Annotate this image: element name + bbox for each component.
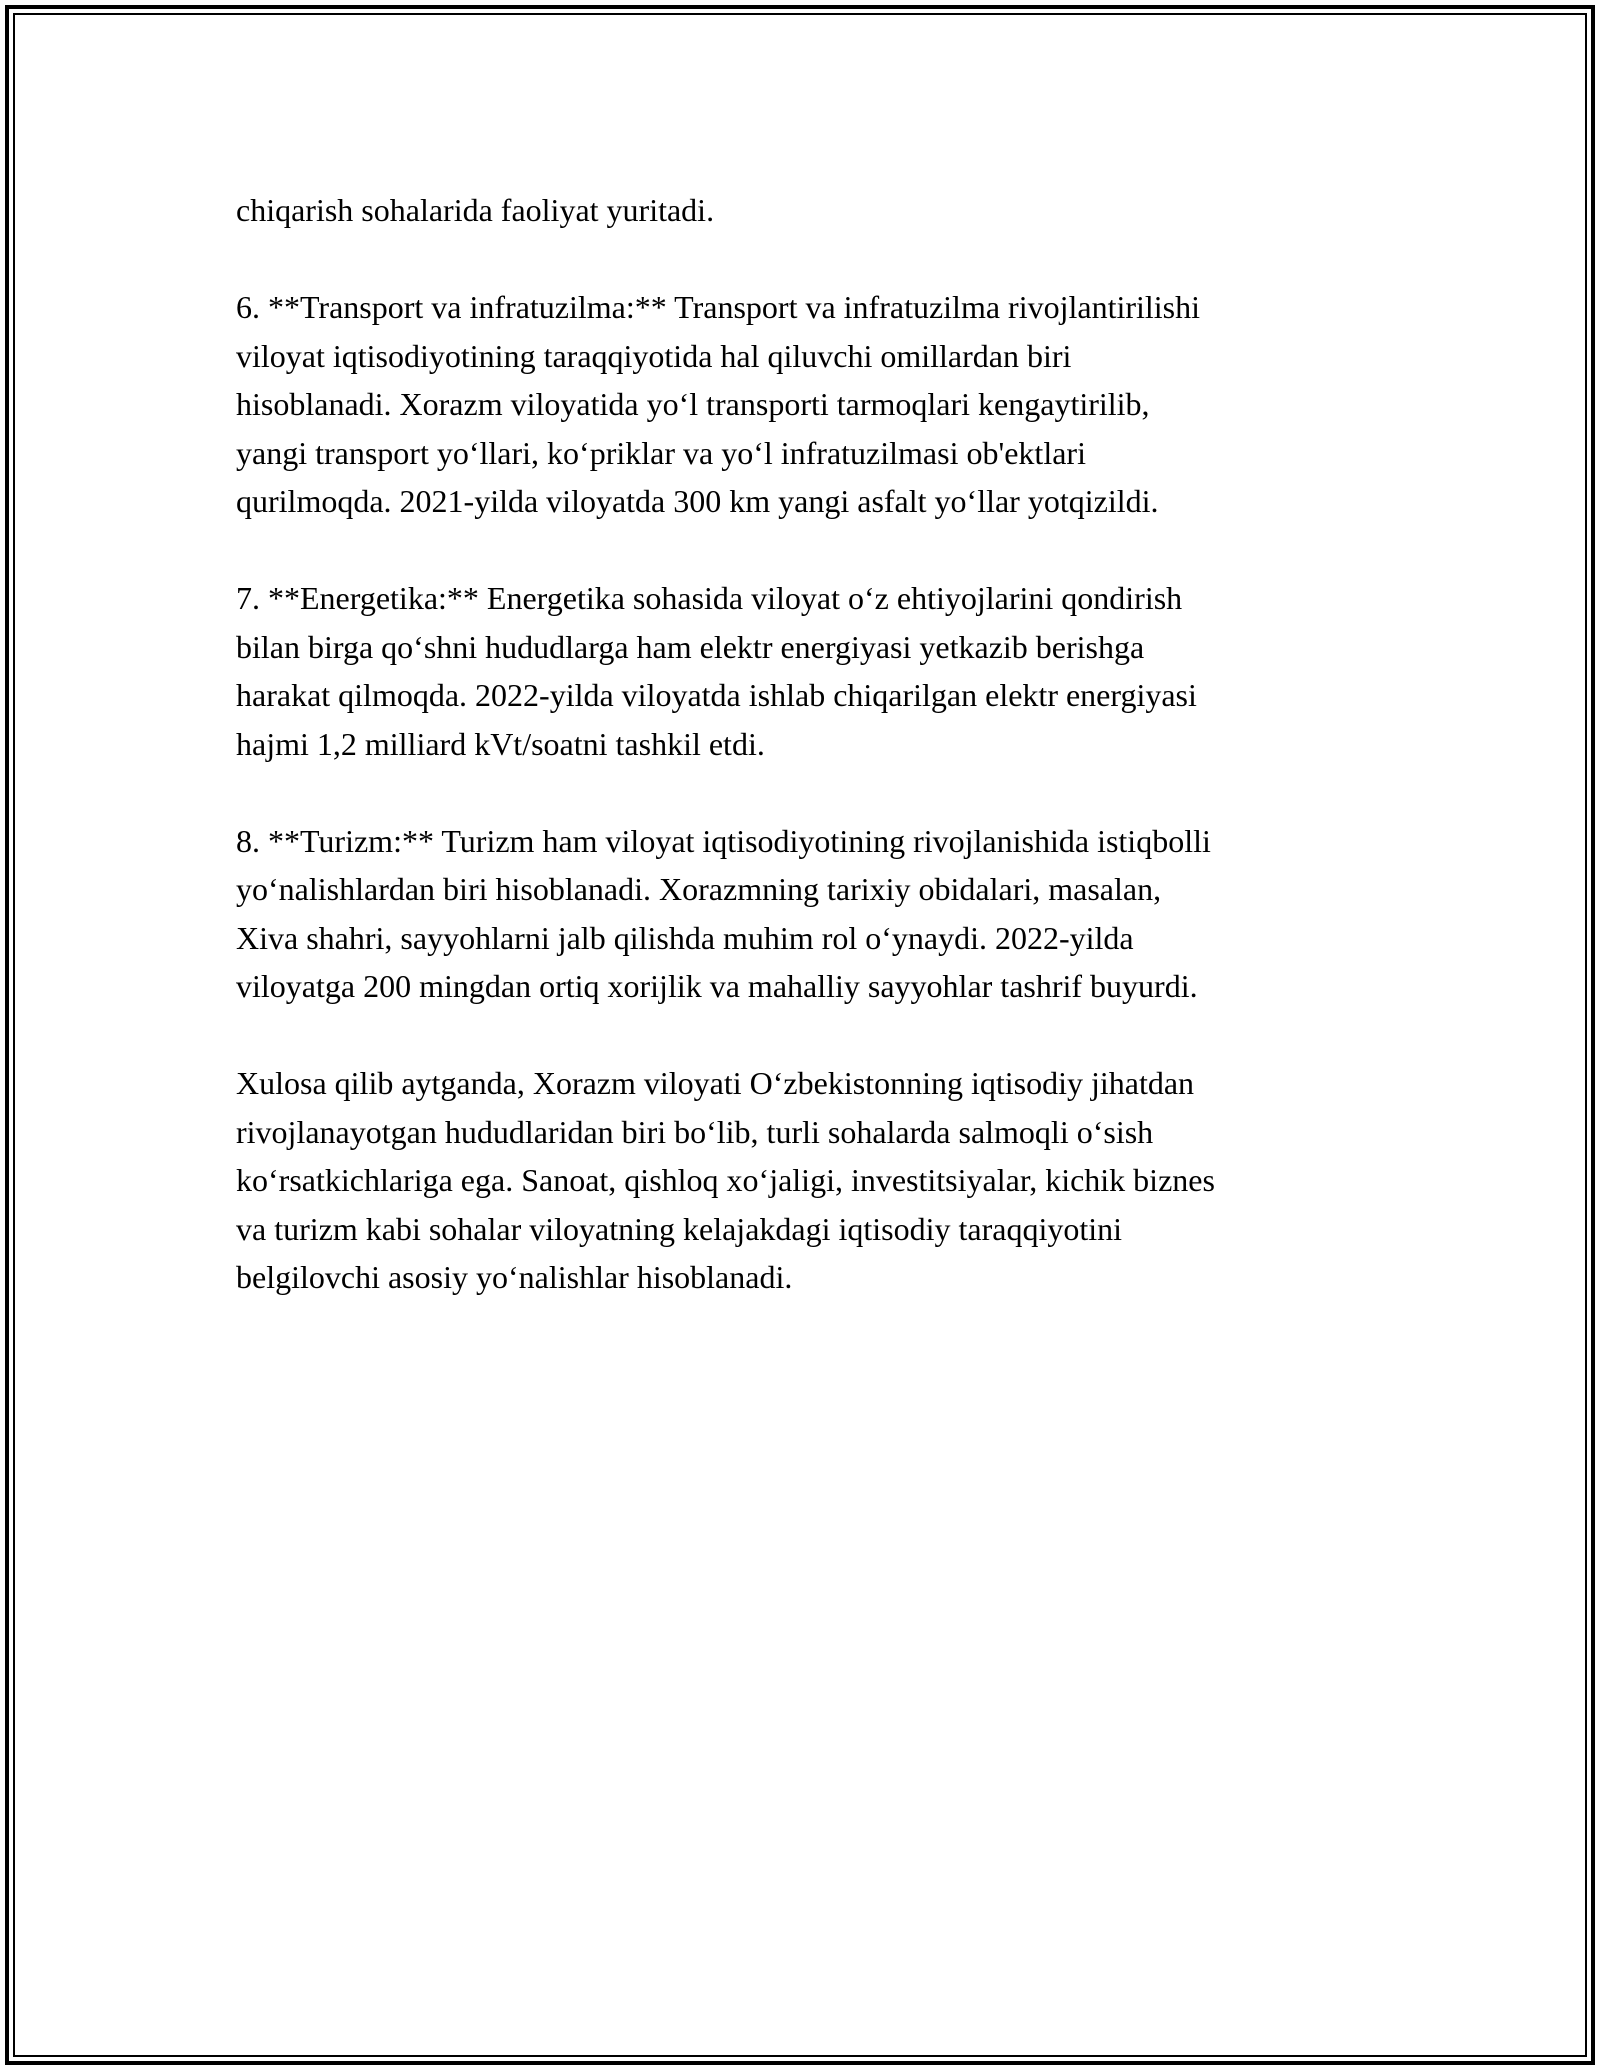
paragraph-transport: 6. **Transport va infratuzilma:** Transport va infratuzilma rivojlantirilishi viloyat iqtisodiyotining taraqqiyotida hal qiluvchi omillardan biri hisoblanadi. Xorazm viloyatida yo‘l transporti tarmoqlari kengaytirilib, yangi transport yo‘llari, ko‘priklar va yo‘l infratuzilmasi ob'ektlari qurilmoqda. 2021-yilda viloyatda 300 km yangi asfalt yo‘llar yotqizildi. [236, 289, 1201, 519]
paragraph-turizm: 8. **Turizm:** Turizm ham viloyat iqtisodiyotining rivojlanishida istiqbolli yo‘nalishlardan biri hisoblanadi. Xorazmning tarixiy obidalari, masalan, Xiva shahri, sayyohlarni jalb qilishda muhim rol o‘ynaydi. 2022-yilda viloyatga 200 mingdan ortiq xorijlik va mahalliy sayyohlar tashrif buyurdi. [236, 822, 1211, 1004]
paragraph-energetika: 7. **Energetika:** Energetika sohasida viloyat o‘z ehtiyojlarini qondirish bilan birga qo‘shni hududlarga ham elektr energiyasi yetkazib berishga harakat qilmoqda. 2022-yilda viloyatda ishlab chiqarilgan elektr energiyasi hajmi 1,2 milliard kVt/soatni tashkil etdi. [236, 580, 1197, 762]
paragraph-continuation: chiqarish sohalarida faoliyat yuritadi. [236, 192, 715, 228]
paragraph-xulosa: Xulosa qilib aytganda, Xorazm viloyati O‘zbekistonning iqtisodiy jihatdan rivojlanayotgan hududlaridan biri bo‘lib, turli sohalarda salmoqli o‘sish ko‘rsatkichlariga ega. Sanoat, qishloq xo‘jaligi, investitsiyalar, kichik biznes va turizm kabi sohalar viloyatning kelajakdagi iqtisodiy taraqqiyotini belgilovchi asosiy yo‘nalishlar hisoblanadi. [236, 1065, 1215, 1295]
document-body [236, 186, 1376, 1350]
